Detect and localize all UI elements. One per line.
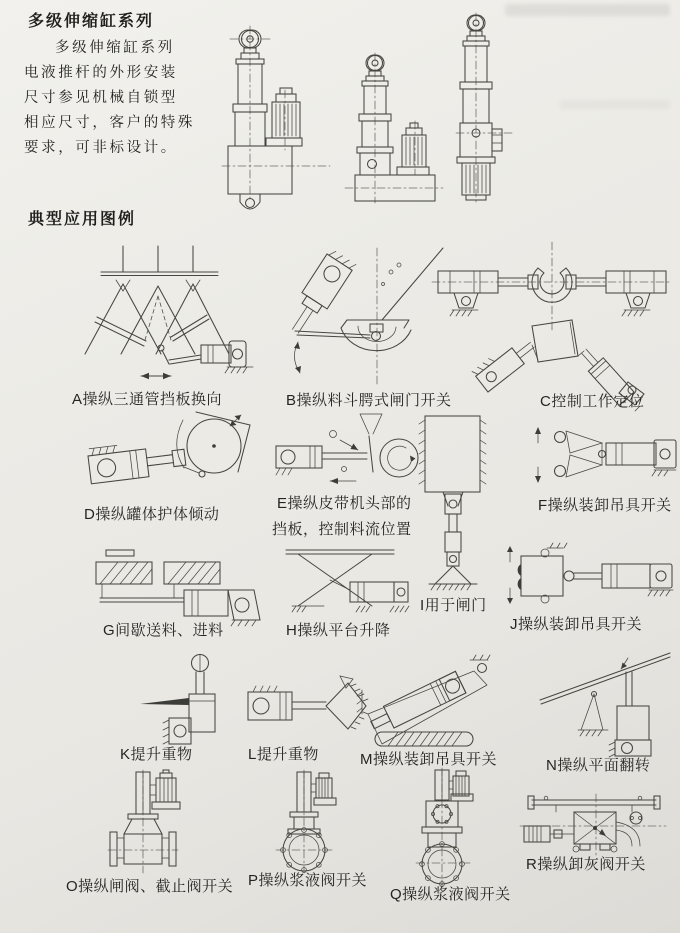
intro-paragraph	[24, 36, 195, 161]
caption-a: A操纵三通管挡板换向	[72, 391, 223, 408]
caption-k: K提升重物	[120, 746, 193, 763]
figure-j-hoist-fitting-switch	[505, 542, 670, 610]
caption-o: O操纵闸阀、截止阀开关	[66, 878, 234, 895]
caption-j: J操纵装卸吊具开关	[510, 616, 643, 633]
product-drawing-3	[448, 13, 520, 205]
caption-q: Q操纵浆液阀开关	[390, 886, 511, 903]
intro-line: 要求，可非标设计。	[24, 140, 178, 156]
intro-line: 尺寸参见机械自锁型	[24, 90, 178, 106]
figure-b-hopper-jaw-gate	[282, 246, 452, 388]
figure-r-ash-discharge-valve	[518, 794, 668, 856]
section-heading: 典型应用图例	[28, 211, 137, 228]
caption-h: H操纵平台升降	[286, 622, 391, 639]
bleed-through-mark	[560, 100, 670, 109]
intro-line: 电液推杆的外形安装	[24, 65, 178, 81]
caption-l: L提升重物	[248, 746, 319, 763]
product-drawing-1	[220, 26, 332, 204]
caption-e-line1: E操纵皮带机头部的	[277, 495, 412, 512]
figure-f-grab-hoist-switch	[528, 427, 668, 485]
intro-line: 多级伸缩缸系列	[55, 40, 175, 56]
bleed-through-mark	[505, 4, 670, 16]
figure-k-lifting-load	[112, 652, 227, 748]
caption-n: N操纵平面翻转	[546, 757, 651, 774]
caption-f: F操纵装卸吊具开关	[538, 497, 672, 514]
figure-n-plane-tilting	[538, 648, 673, 758]
figure-p-slurry-valve	[266, 770, 351, 873]
page-title: 多级伸缩缸系列	[28, 13, 155, 30]
caption-b: B操纵料斗腭式闸门开关	[286, 392, 452, 409]
figure-g-intermittent-feeding	[88, 546, 268, 626]
caption-c: C控制工作定位	[540, 393, 645, 410]
figure-l-lifting-load	[242, 676, 370, 748]
figure-i-gate-actuator	[415, 412, 495, 602]
caption-r: R操纵卸灰阀开关	[526, 856, 646, 873]
figure-q-slurry-valve	[404, 768, 489, 886]
caption-e-line2: 挡板，控制料流位置	[272, 521, 412, 538]
figure-d-tank-tilting	[80, 410, 270, 506]
intro-line: 相应尺寸，客户的特殊	[24, 115, 195, 131]
caption-i: I用于闸门	[420, 597, 487, 614]
caption-d: D操纵罐体护体倾动	[84, 506, 220, 523]
figure-e-belt-head-baffle	[272, 412, 422, 498]
product-drawing-2	[345, 53, 445, 205]
figure-a-three-way-pipe-diverter	[68, 246, 248, 386]
caption-p: P操纵浆液阀开关	[248, 872, 368, 889]
figure-h-scissor-lift-platform	[274, 546, 414, 624]
caption-g: G间歇送料、进料	[103, 622, 224, 639]
figure-m-hoist-fitting-switch	[358, 656, 523, 748]
figure-c-work-positioning	[432, 242, 672, 400]
caption-m: M操纵装卸吊具开关	[360, 751, 497, 768]
figure-o-gate-valve	[108, 770, 203, 873]
